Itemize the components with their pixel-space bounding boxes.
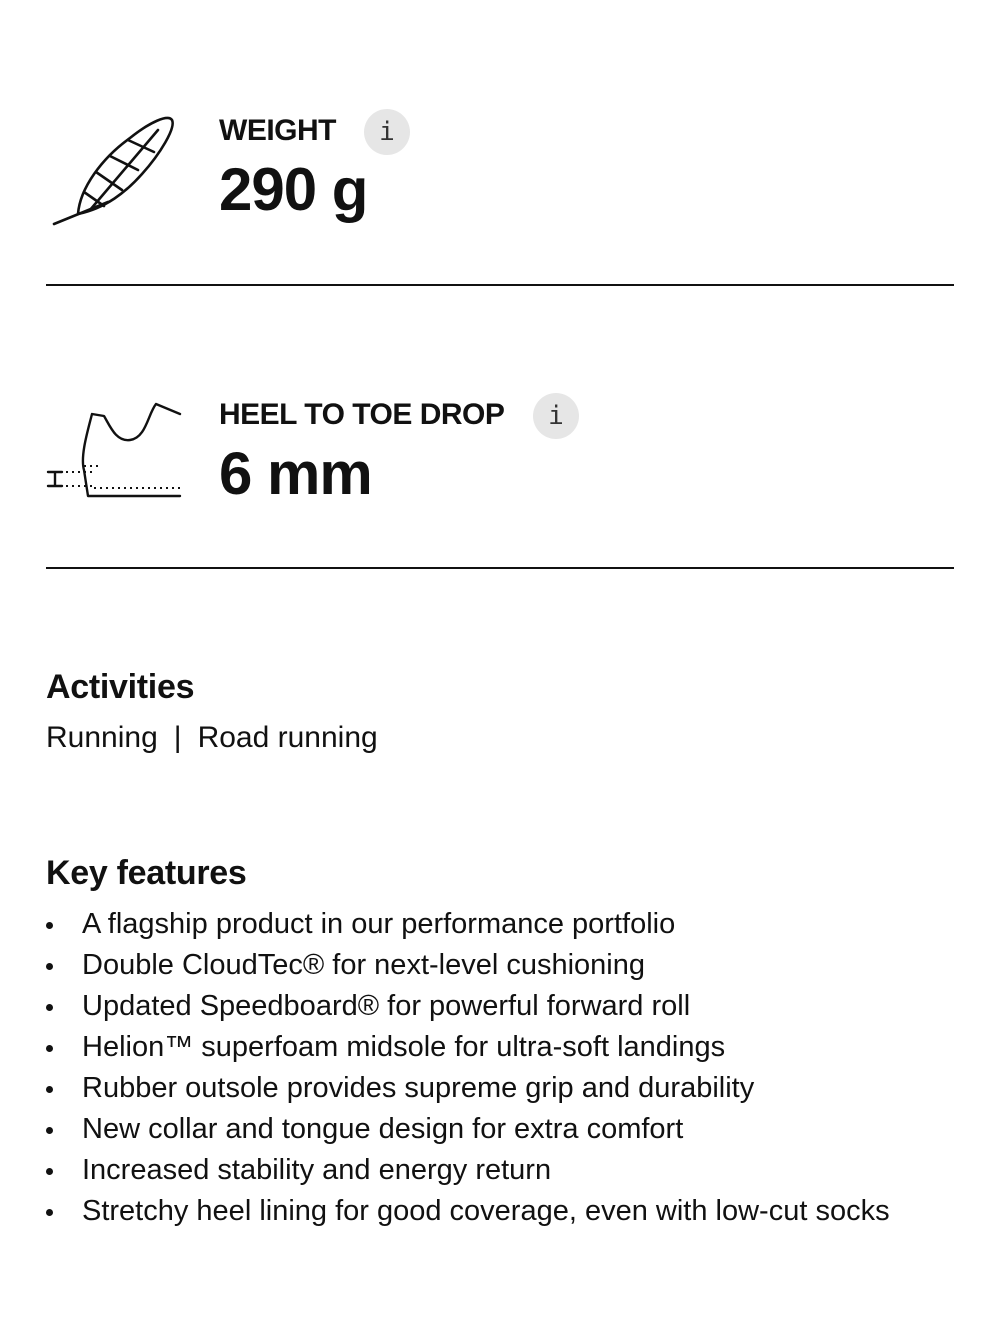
key-feature-item: A flagship product in our performance portfolio	[46, 904, 926, 945]
key-feature-item: Helion™ superfoam midsole for ultra-soft landings	[46, 1027, 926, 1068]
activity-item: Running	[46, 721, 158, 754]
weight-label: WEIGHT	[219, 114, 336, 147]
heel-to-toe-drop-value: 6 mm	[219, 440, 372, 507]
key-feature-item: Increased stability and energy return	[46, 1150, 926, 1191]
activity-item: Road running	[197, 721, 378, 754]
activity-separator: |	[173, 721, 182, 754]
key-feature-item: Updated Speedboard® for powerful forward roll	[46, 986, 926, 1027]
activities-title: Activities	[46, 668, 195, 706]
activities-list	[46, 718, 378, 758]
divider	[46, 567, 954, 569]
key-feature-item: Double CloudTec® for next-level cushioning	[46, 945, 926, 986]
heel-to-toe-drop-label: HEEL TO TOE DROP	[219, 398, 505, 431]
feather-icon	[50, 110, 180, 230]
heel-to-toe-drop-icon	[44, 400, 184, 504]
key-feature-item: Rubber outsole provides supreme grip and durability	[46, 1068, 926, 1109]
key-features-title: Key features	[46, 854, 247, 892]
weight-value: 290 g	[219, 156, 368, 223]
key-feature-item: Stretchy heel lining for good coverage, even with low-cut socks	[46, 1191, 926, 1232]
divider	[46, 284, 954, 286]
key-features-list	[46, 904, 926, 1232]
heel-to-toe-drop-info-icon[interactable]: i	[533, 393, 579, 439]
weight-info-icon[interactable]: i	[364, 109, 410, 155]
key-feature-item: New collar and tongue design for extra comfort	[46, 1109, 926, 1150]
